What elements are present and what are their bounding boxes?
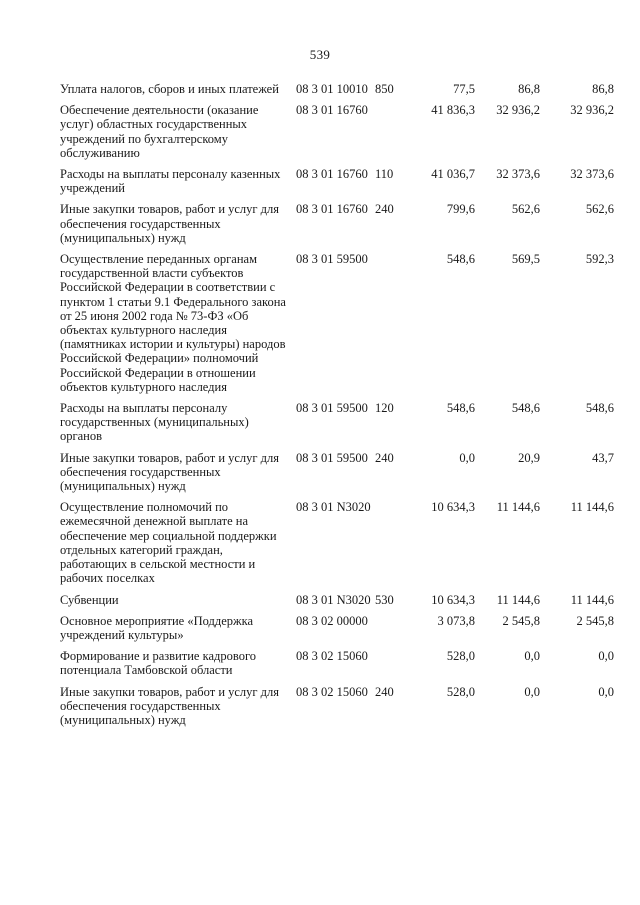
table-row: [60, 401, 620, 444]
amount-year-2: 86,8: [518, 82, 540, 96]
expense-name: Иные закупки товаров, работ и услуг для обеспечения государственных (муниципальных) нужд: [60, 202, 280, 245]
amount-year-2: 562,6: [511, 202, 540, 217]
target-article-code: 08 3 01 59500: [296, 450, 368, 465]
table-row: [60, 252, 620, 394]
target-article-code: 08 3 01 16760: [296, 167, 368, 182]
amount-year-1: 41 036,7: [431, 167, 475, 182]
amount-year-1: 3 073,8: [437, 613, 475, 628]
amount-year-1: 548,6: [446, 401, 475, 416]
table-row: [60, 451, 620, 494]
amount-year-2: 11 144,6: [496, 592, 540, 607]
expense-type-code: 530: [375, 592, 394, 607]
amount-year-1: 528,0: [446, 684, 475, 699]
expense-type-code: 240: [375, 202, 394, 217]
amount-year-1: 10 634,3: [431, 500, 475, 515]
amount-year-2: 0,0: [524, 684, 540, 699]
table-row: [60, 649, 620, 677]
amount-year-1: 77,5: [453, 82, 475, 96]
amount-year-2: 0,0: [524, 649, 540, 664]
amount-year-2: 32 373,6: [496, 167, 540, 182]
target-article-code: 08 3 01 N3020: [296, 592, 371, 607]
table-row: [60, 82, 620, 96]
amount-year-3: 32 373,6: [570, 167, 614, 182]
target-article-code: 08 3 01 N3020: [296, 500, 371, 515]
budget-table: [60, 82, 620, 734]
expense-type-code: 110: [375, 167, 394, 182]
table-row: [60, 593, 620, 607]
target-article-code: 08 3 01 16760: [296, 202, 368, 217]
expense-name: Субвенции: [60, 592, 119, 607]
expense-name: Расходы на выплаты персоналу казенных учреждений: [60, 167, 281, 196]
expense-name: Осуществление полномочий по ежемесячной денежной выплате на обеспечение мер социальной поддержки отдельных категорий граждан, работающих в сельской местности и рабочих поселках: [60, 500, 277, 586]
table-row: [60, 103, 620, 160]
amount-year-3: 2 545,8: [576, 613, 614, 628]
table-row: [60, 167, 620, 195]
expense-type-code: 240: [375, 684, 394, 699]
table-row: [60, 685, 620, 728]
expense-name: Иные закупки товаров, работ и услуг для обеспечения государственных (муниципальных) нужд: [60, 450, 280, 494]
amount-year-2: 2 545,8: [502, 613, 540, 628]
expense-type-code: 850: [375, 82, 394, 96]
amount-year-1: 10 634,3: [431, 592, 475, 607]
target-article-code: 08 3 02 15060: [296, 649, 368, 664]
amount-year-1: 0,0: [459, 450, 475, 465]
page-number: 539: [309, 47, 331, 62]
expense-name: Расходы на выплаты персоналу государственных (муниципальных) органов: [60, 401, 249, 444]
amount-year-1: 548,6: [446, 252, 475, 267]
amount-year-3: 11 144,6: [570, 500, 614, 515]
amount-year-2: 569,5: [511, 252, 540, 267]
amount-year-1: 41 836,3: [431, 103, 475, 118]
amount-year-3: 32 936,2: [570, 103, 614, 118]
expense-name: Уплата налогов, сборов и иных платежей: [60, 82, 279, 96]
amount-year-2: 32 936,2: [496, 103, 540, 118]
amount-year-3: 0,0: [598, 684, 614, 699]
amount-year-3: 11 144,6: [570, 592, 614, 607]
amount-year-3: 548,6: [585, 401, 614, 416]
target-article-code: 08 3 01 59500: [296, 401, 368, 416]
table-row: [60, 500, 620, 585]
amount-year-1: 799,6: [446, 202, 475, 217]
amount-year-2: 11 144,6: [496, 500, 540, 515]
expense-type-code: 120: [375, 401, 394, 416]
amount-year-2: 20,9: [518, 450, 540, 465]
amount-year-2: 548,6: [511, 401, 540, 416]
target-article-code: 08 3 02 00000: [296, 613, 368, 628]
expense-name: Основное мероприятие «Поддержка учреждений культуры»: [60, 613, 254, 642]
amount-year-3: 562,6: [585, 202, 614, 217]
amount-year-3: 592,3: [585, 252, 614, 267]
table-row: [60, 614, 620, 642]
amount-year-3: 0,0: [598, 649, 614, 664]
target-article-code: 08 3 01 16760: [296, 103, 368, 118]
table-row: [60, 202, 620, 245]
expense-type-code: 240: [375, 450, 394, 465]
expense-name: Иные закупки товаров, работ и услуг для обеспечения государственных (муниципальных) нужд: [60, 684, 280, 727]
amount-year-3: 86,8: [592, 82, 614, 96]
expense-name: Осуществление переданных органам государственной власти субъектов Российской Федерации в соответствии с пунктом 1 статьи 9.1 Федерального закона от 25 июня 2002 года № 73-ФЗ «Об объектах культурного наследия (памятниках истории и культуры) народов Российской Федерации» полномочий Российской Федерации в отношении объектов культурного наследия: [60, 252, 286, 394]
amount-year-1: 528,0: [446, 649, 475, 664]
target-article-code: 08 3 02 15060: [296, 684, 368, 699]
expense-name: Формирование и развитие кадрового потенциала Тамбовской области: [60, 649, 257, 678]
target-article-code: 08 3 01 59500: [296, 252, 368, 267]
expense-name: Обеспечение деятельности (оказание услуг) областных государственных учреждений по бухгалтерскому обслуживанию: [60, 103, 259, 160]
amount-year-3: 43,7: [592, 450, 614, 465]
target-article-code: 08 3 01 10010: [296, 82, 368, 96]
